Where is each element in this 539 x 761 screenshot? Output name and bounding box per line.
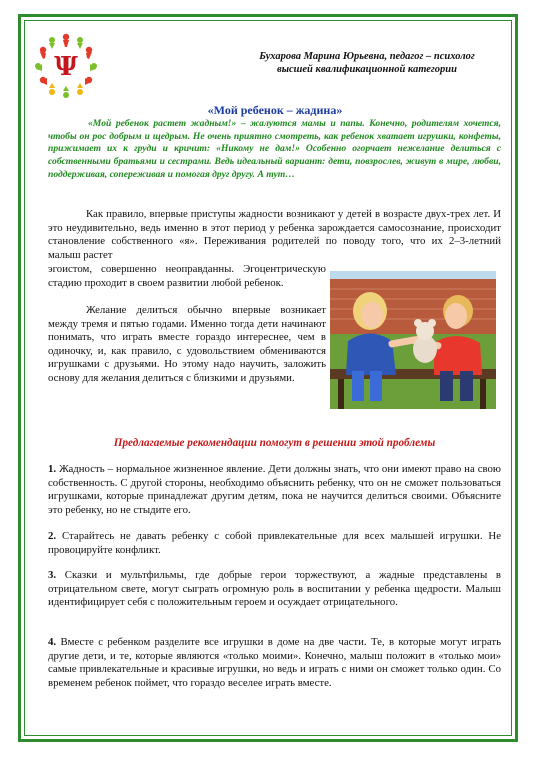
recommendation-number: 1. — [48, 463, 57, 475]
recommendation-text: Вместе с ребенком разделите все игрушки в доме на две части. Те, в которые могут играть другие дети, и те, которые являются «только моими». Конечно, малыш положит в «только мои» самые привлекательные и красивые игрушки, но ведь и играть с ними он сможет только один. Со временем ребенок поймет, что гораздо веселее играть вместе. — [48, 636, 501, 689]
recommendation-text: Сказки и мультфильмы, где добрые герои торжествуют, а жадные представлены в отрицательном свете, могут сыграть огромную роль в воспитании у ребенка щедрости. Малыш идентифицирует себя с положительным героем и осуждает отрицательного. — [48, 569, 501, 609]
recommendation-3 — [48, 569, 501, 610]
author-line-2: высшей квалификационной категории — [277, 64, 457, 75]
logo-psi-letter: Ψ — [54, 52, 78, 82]
recommendation-2 — [48, 530, 501, 557]
paragraph-2: эгоистом, совершенно неоправданны. Эгоцентрическую стадию проходит в своем развитии любой ребенок. — [48, 263, 326, 289]
author-line-1: Бухарова Марина Юрьевна, педагог – психолог — [259, 51, 475, 62]
recommendation-number: 4. — [48, 636, 57, 648]
recommendations-heading: Предлагаемые рекомендации помогут в решении этой проблемы — [113, 437, 436, 449]
recommendation-text: Старайтесь не давать ребенку с собой привлекательные для всех малышей игрушки. Не провоцируйте конфликт. — [48, 530, 501, 556]
recommendation-text: Жадность – нормальное жизненное явление. Дети должны знать, что они имеют право на свою собственность. С другой стороны, необходимо объяснить ребенку, что он не сможет пользоваться игрушками, которые принадлежат другим детям, пока не научится делиться своими. Объясните это ребенку, но не стыдите его. — [48, 463, 501, 516]
recommendation-4 — [48, 636, 501, 690]
author-credit — [222, 50, 512, 76]
recommendation-number: 3. — [48, 569, 57, 581]
paragraph-3: Желание делиться обычно впервые возникает между тремя и пятью годами. Именно тогда дети начинают понимать, что играть вместе гораздо интереснее, чем в одиночку, и, как правило, с удовольствием обмениваются игрушками с друзьями. Но этому надо научить, заложить основу для желания делиться с близкими и друзьями. — [48, 304, 326, 384]
psychology-logo-icon — [30, 30, 102, 102]
article-intro: «Мой ребенок растет жадным!» – жалуются мамы и папы. Конечно, родителям хочется, чтобы он рос добрым и щедрым. Не очень приятно смотреть, как ребенок хватает игрушки, конфеты, прижимает их к груди и кричит: «Никому не дам!» Особенно огорчает нежелание делиться с собственными братьями и сестрами. Ведь идеальный вариант: дети, повзрослев, живут в мире, любви, поддерживая, сопереживая и помогая друг другу. А тут… — [48, 118, 501, 180]
recommendation-1 — [48, 463, 501, 517]
article-title: «Мой ребенок – жадина» — [207, 103, 343, 117]
paragraph-1: Как правило, впервые приступы жадности возникают у детей в возрасте двух-трех лет. И это неудивительно, ведь именно в этот период у ребенка зарождается самосознание, происходит становление собственного «я». Переживания родителей по поводу того, что их 2–3-летний малыш растет — [48, 208, 501, 261]
children-sharing-toy-photo — [330, 271, 496, 409]
recommendation-number: 2. — [48, 530, 57, 542]
